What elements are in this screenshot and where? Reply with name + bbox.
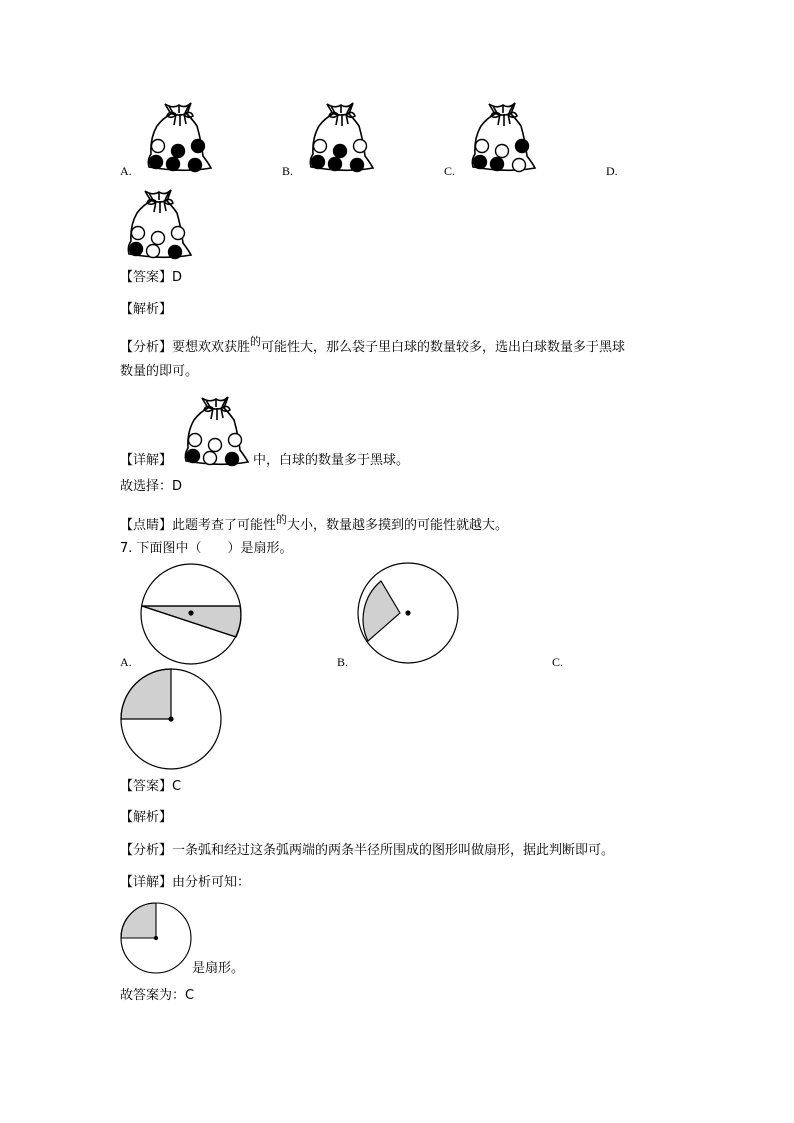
- option-c-label: C.: [444, 164, 456, 178]
- circle-option-a: [141, 564, 241, 664]
- jiexi-7: 【解析】: [120, 810, 173, 825]
- dianjing-sup: 的: [276, 513, 288, 526]
- answer-7: 【答案】C: [120, 779, 182, 794]
- white-ball: [172, 227, 185, 240]
- fenxi-7: 【分析】一条弧和经过这条弧两端的两条半径所围成的图形叫做扇形，据此判断即可。: [120, 843, 615, 858]
- white-ball: [152, 232, 165, 245]
- bag-icon: [123, 187, 198, 259]
- white-ball: [204, 452, 217, 465]
- circle-option-b: [358, 563, 458, 663]
- white-ball: [147, 245, 160, 258]
- fenxi-text: 【分析】要想欢欢获胜: [120, 340, 251, 355]
- jiexi-6: 【解析】: [120, 302, 173, 317]
- bag-icon: [305, 100, 380, 172]
- white-ball: [152, 140, 165, 153]
- white-ball: [496, 145, 509, 158]
- black-ball: [334, 145, 347, 158]
- white-ball: [476, 140, 489, 153]
- question-7: 7. 下面图中（ ）是扇形。: [120, 541, 293, 556]
- q7-option-b-label: B.: [337, 655, 349, 669]
- black-ball: [329, 158, 342, 171]
- black-ball: [312, 156, 325, 169]
- option-a-label: A.: [120, 164, 132, 178]
- fenxi-text-2: 可能性大，那么袋子里白球的数量较多，选出白球数量多于黑球: [261, 340, 626, 355]
- white-ball: [314, 140, 327, 153]
- black-ball: [474, 156, 487, 169]
- white-ball: [229, 434, 242, 447]
- black-ball: [351, 159, 364, 172]
- dianjing-text-2: 大小，数量越多摸到的可能性就越大。: [287, 518, 509, 533]
- white-ball: [354, 140, 367, 153]
- answer-6: 【答案】D: [120, 270, 183, 285]
- black-ball: [226, 453, 239, 466]
- xiangjie-7: 【详解】由分析可知：: [120, 875, 251, 890]
- black-ball: [516, 140, 529, 153]
- option-d-label: D.: [606, 164, 618, 178]
- black-ball: [172, 145, 185, 158]
- bag-icon: [467, 100, 542, 172]
- black-ball: [169, 246, 182, 259]
- black-ball: [187, 450, 200, 463]
- black-ball: [189, 159, 202, 172]
- xiangjie-6-label: 【详解】: [120, 453, 173, 468]
- q7-option-a-label: A.: [120, 655, 132, 669]
- guxuanze-6: 故选择：D: [120, 479, 183, 494]
- white-ball: [189, 434, 202, 447]
- final-answer-7: 故答案为：C: [120, 988, 195, 1003]
- is-sector-text: 是扇形。: [192, 961, 245, 976]
- white-ball: [132, 227, 145, 240]
- q7-option-c-label: C.: [552, 655, 564, 669]
- circle-option-c: [121, 669, 221, 769]
- black-ball: [192, 140, 205, 153]
- black-ball: [150, 156, 163, 169]
- fenxi-sup: 的: [250, 335, 262, 348]
- xiangjie-6-text: 中，白球的数量多于黑球。: [253, 453, 410, 468]
- black-ball: [130, 243, 143, 256]
- option-b-label: B.: [282, 164, 294, 178]
- fenxi-6-line2: 数量的即可。: [120, 364, 199, 379]
- white-ball: [513, 159, 526, 172]
- bag-icon: [143, 100, 218, 172]
- bag-icon: [180, 394, 255, 466]
- circle-detail: [121, 903, 191, 973]
- black-ball: [167, 158, 180, 171]
- white-ball: [209, 439, 222, 452]
- dianjing-text: 【点睛】此题考查了可能性: [120, 518, 277, 533]
- black-ball: [491, 158, 504, 171]
